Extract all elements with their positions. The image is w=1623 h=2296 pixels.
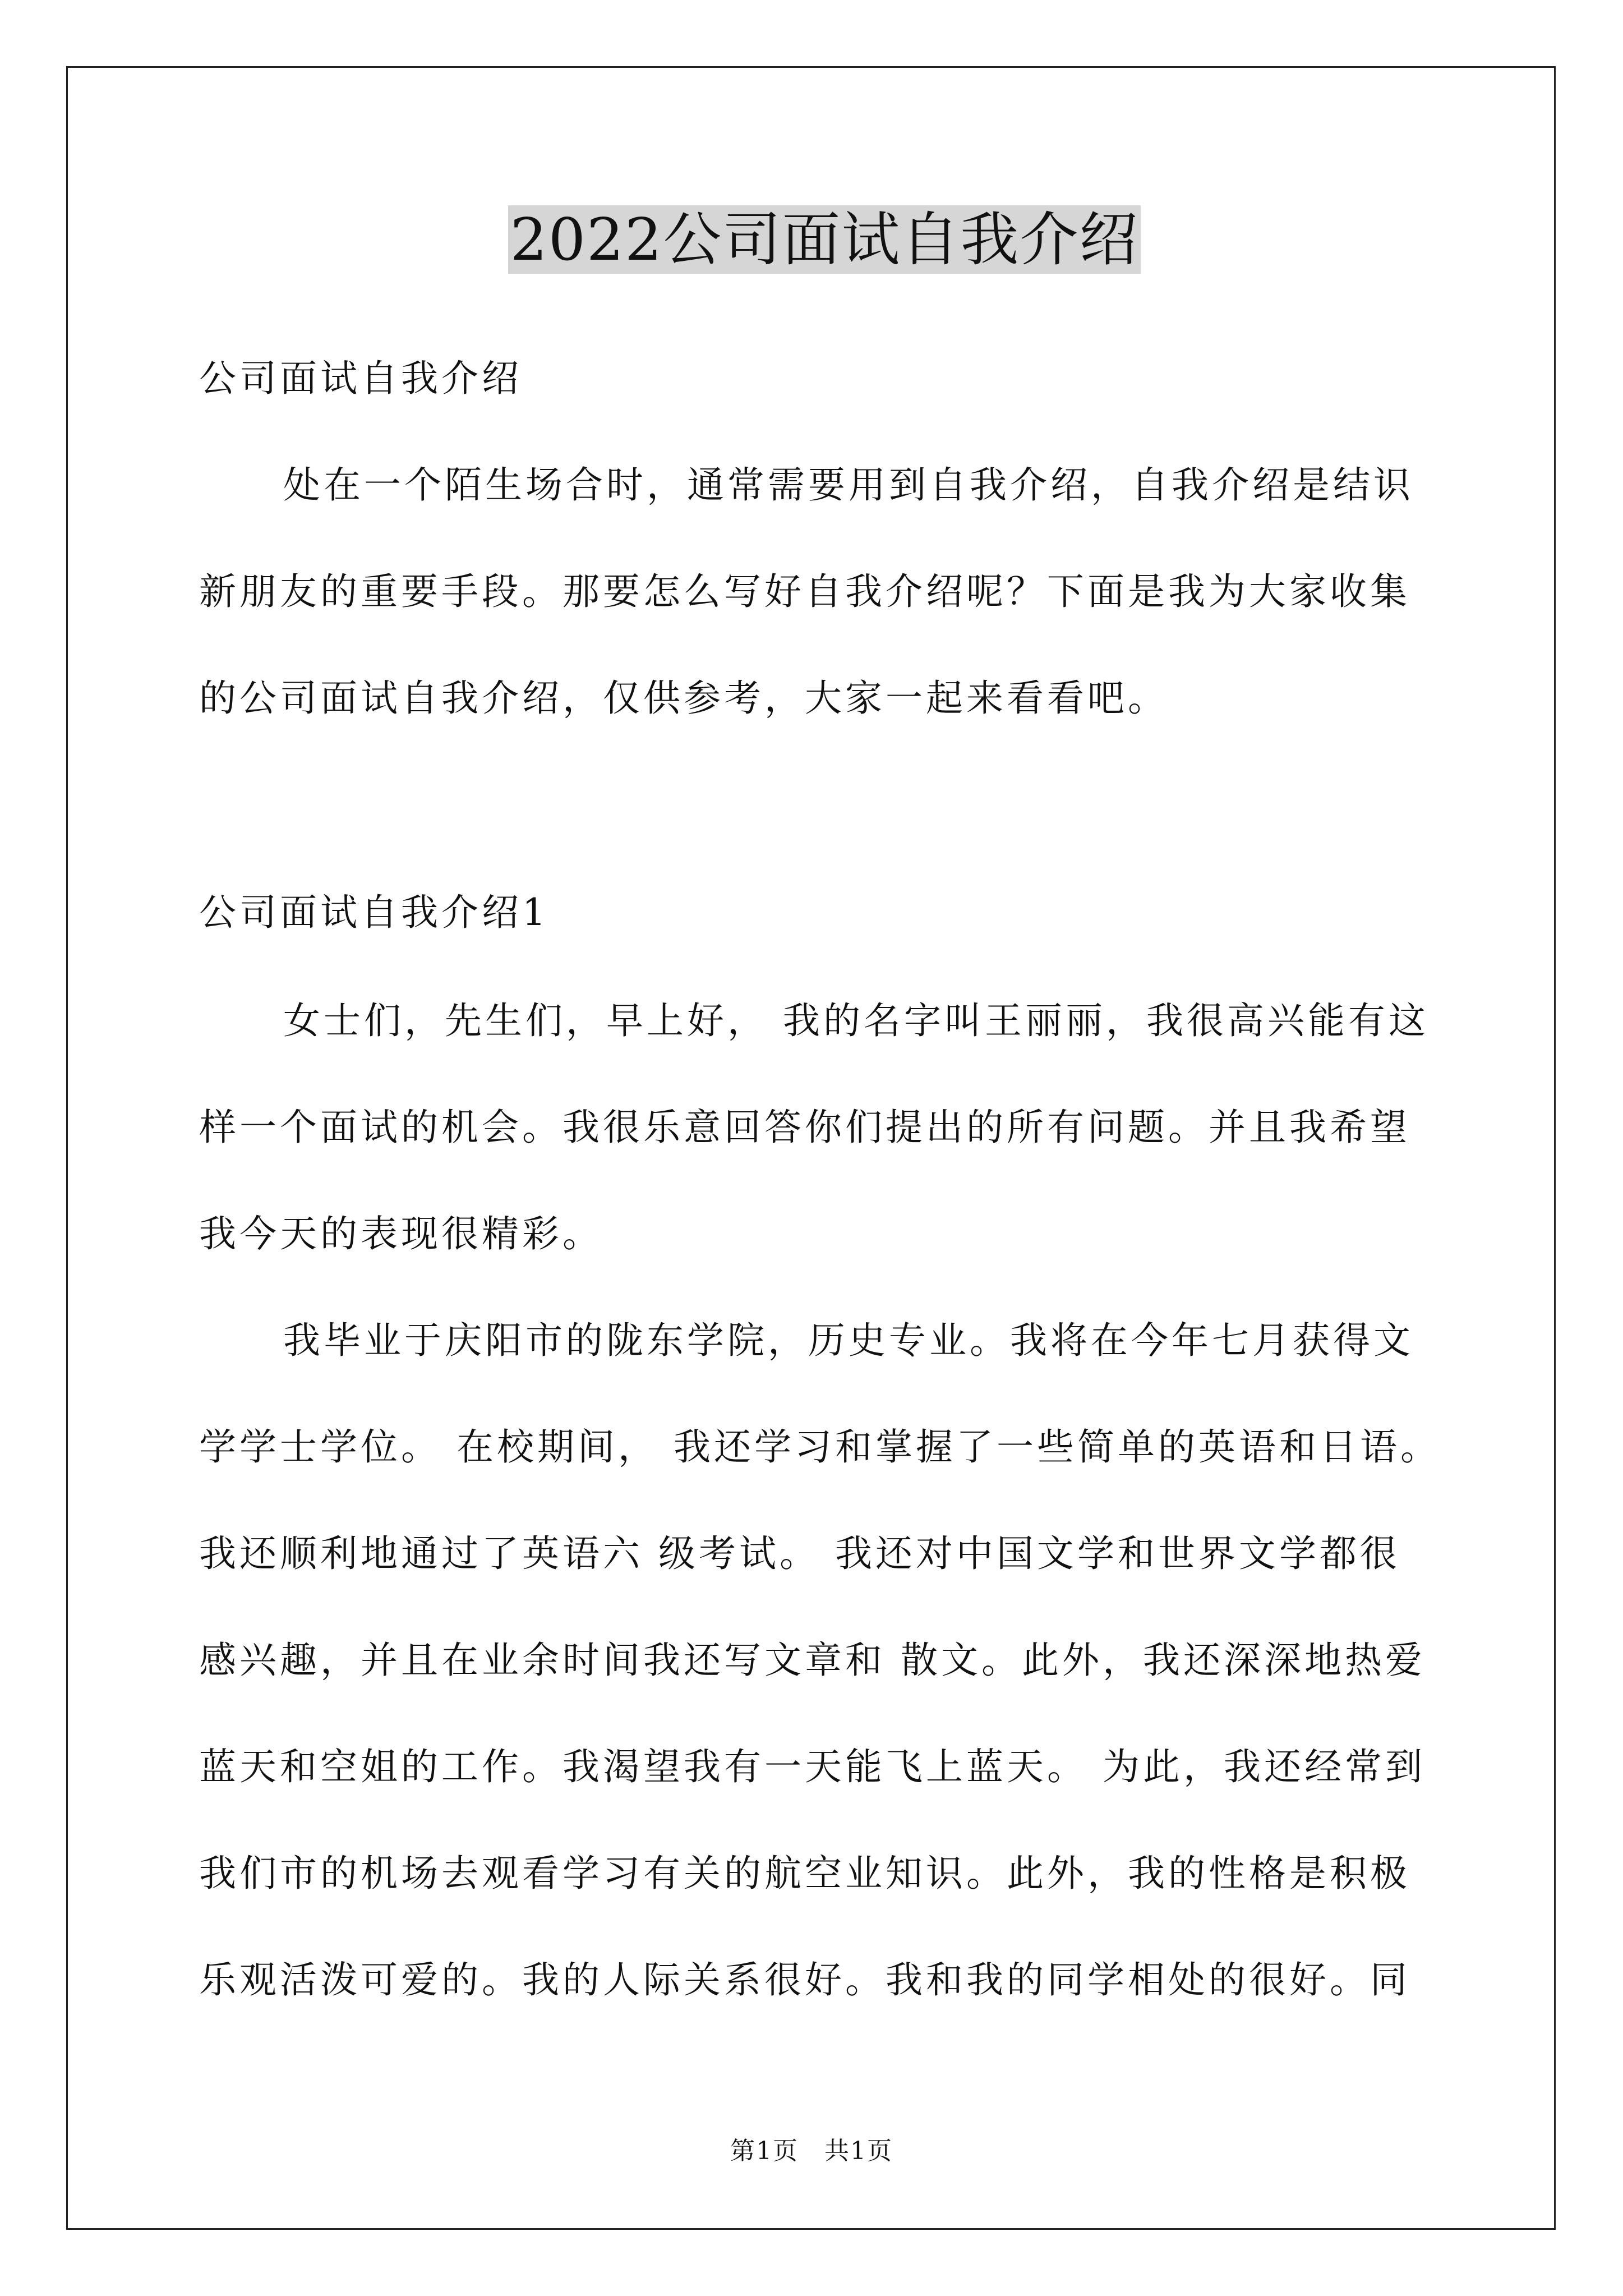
paragraph-line: 学学士学位。 在校期间， 我还学习和掌握了一些简单的英语和日语。 bbox=[199, 1425, 1441, 1469]
paragraph-line: 蓝天和空姐的工作。我渴望我有一天能飞上蓝天。 为此，我还经常到 bbox=[199, 1745, 1426, 1788]
paragraph-line: 乐观活泼可爱的。我的人际关系很好。我和我的同学相处的很好。同 bbox=[199, 1958, 1410, 2001]
paragraph-line: 我们市的机场去观看学习有关的航空业知识。此外，我的性格是积极 bbox=[199, 1852, 1410, 1895]
paragraph-line: 我毕业于庆阳市的陇东学院，历史专业。我将在今年七月获得文 bbox=[283, 1319, 1414, 1362]
document-title-text: 2022公司面试自我介绍 bbox=[508, 205, 1141, 274]
intro-line: 处在一个陌生场合时，通常需要用到自我介绍，自我介绍是结识 bbox=[283, 463, 1414, 507]
paragraph-line: 我还顺利地通过了英语六 级考试。 我还对中国文学和世界文学都很 bbox=[199, 1532, 1400, 1575]
section-heading: 公司面试自我介绍1 bbox=[199, 891, 549, 934]
intro-line: 的公司面试自我介绍，仅供参考，大家一起来看看吧。 bbox=[199, 677, 1168, 720]
paragraph-line: 感兴趣，并且在业余时间我还写文章和 散文。此外，我还深深地热爱 bbox=[199, 1639, 1426, 1682]
paragraph-line: 样一个面试的机会。我很乐意回答你们提出的所有问题。并且我希望 bbox=[199, 1106, 1410, 1149]
page-footer: 第1页 共1页 bbox=[730, 2137, 893, 2165]
intro-line: 新朋友的重要手段。那要怎么写好自我介绍呢？下面是我为大家收集 bbox=[199, 570, 1410, 613]
document-title bbox=[199, 197, 1450, 282]
paragraph-line: 我今天的表现很精彩。 bbox=[199, 1212, 603, 1255]
heading: 公司面试自我介绍 bbox=[199, 357, 522, 400]
paragraph-line: 女士们，先生们，早上好， 我的名字叫王丽丽，我很高兴能有这 bbox=[283, 999, 1429, 1042]
